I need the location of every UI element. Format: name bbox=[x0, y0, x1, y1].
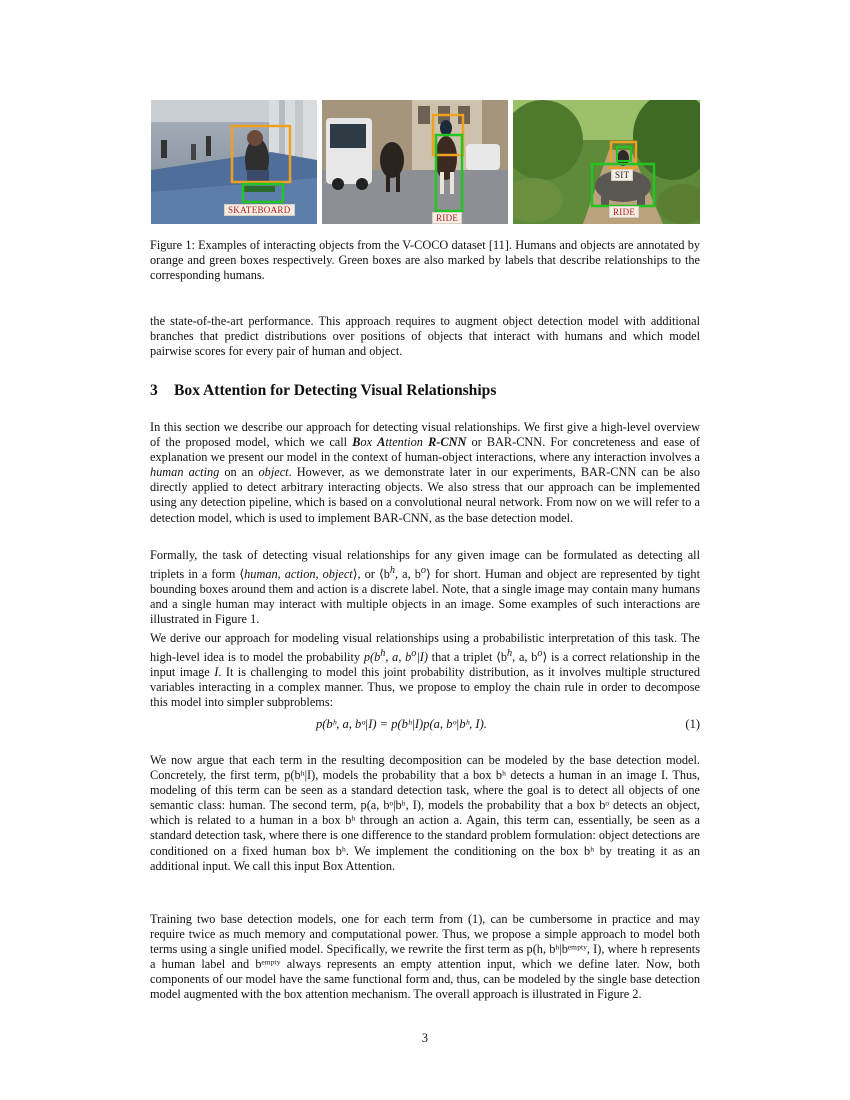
interaction-label: SIT bbox=[611, 169, 633, 181]
figure-image-ride-horse bbox=[322, 100, 508, 224]
text-run: ⟩ is a correct relationship in the input image bbox=[150, 650, 701, 680]
text-run: . It is challenging to model this joint probability distribution, as it involves multiple structured variables interacting in a complex manner. Thus, we propose to employ the chain rule in order to decompose this model into simpler subproblems: bbox=[150, 665, 700, 710]
text-run: that a triplet ⟨b bbox=[427, 650, 508, 665]
figure-caption: Figure 1: Examples of interacting objects from the V-COCO dataset [11]. Humans and objects are annotated by orange and green boxes respectively. Green boxes are also marked by labels that describe relationships to the corresponding humans. bbox=[150, 238, 700, 282]
text-run: p(b bbox=[363, 650, 381, 665]
text-run: ox bbox=[360, 435, 378, 450]
text-run: In this section we describe our approach for detecting visual relationships. We first give a high-level overview of the proposed model, which we call bbox=[150, 420, 700, 450]
equation-number: (1) bbox=[685, 717, 700, 731]
interaction-label: RIDE bbox=[432, 212, 462, 224]
page-number: 3 bbox=[421, 1031, 429, 1045]
text-run: or BAR-CNN. For concreteness and ease of explanation we present our model in the context of human-object interactions, where any interaction involves a bbox=[150, 435, 700, 465]
text-run: human acting bbox=[150, 465, 220, 480]
text-run: object bbox=[258, 465, 289, 480]
equation bbox=[150, 716, 700, 732]
paragraph: We derive our approach for modeling visual relationships using a probabilistic interpretation of this task. The high-level idea is to model the probability $p(b^h$, a, $b^o|I$) that a triplet $⟨b^h$, a, $b^o⟩$ is a correct relationship in the input image I. It is challenging to model this joint probability distribution, as it involves multiple structured variables interacting in a complex manner. Thus, we propose to employ the chain rule in order to decompose this model into simpler subproblems: bbox=[150, 631, 701, 710]
paragraph bbox=[150, 420, 700, 526]
text-run: B bbox=[352, 435, 361, 450]
text-run: ⟩ for short. Human and object are represented by tight bounding boxes around them and action is a discrete label. Note, that a single image may contain many humans and a single human may interact with multiple objects in an image. Some examples of such interactions are illustrated in Figure 1. bbox=[150, 567, 700, 627]
text-run: , a, b bbox=[512, 650, 538, 665]
text-run: on an bbox=[219, 465, 259, 480]
text-run: We derive our approach for modeling visual relationships using a probabilistic interpretation of this task. The high-level idea is to model the probability bbox=[150, 631, 700, 665]
paragraph: the state-of-the-art performance. This approach requires to augment object detection model with additional branches that predict distributions over positions of objects that interact with humans and which model pairwise scores for every pair of human and object. bbox=[150, 314, 700, 359]
section-heading bbox=[150, 381, 700, 401]
text-run: |I) bbox=[416, 650, 428, 665]
text-run: I bbox=[214, 665, 219, 680]
text-run: human, action, object bbox=[244, 567, 353, 582]
figure-image-skateboard bbox=[151, 100, 317, 224]
text-run: ttention bbox=[385, 435, 429, 450]
figure-1 bbox=[151, 100, 700, 224]
paragraph: Training two base detection models, one for each term from (1), can be cumbersome in practice and may require twice as much memory and computational power. Thus, we propose a simple approach to model both terms using a single unified model. Specifically, we rewrite the first term as p(h, bʰ|bᵉᵐᵖᵗʸ, I), where h represents a human label and bᵉᵐᵖᵗʸ always represents an empty attention input, which we define later. Now, both components of our model have the same functional form and, thus, can be modeled by the single base detection model augmented with the box attention mechanism. The overall approach is illustrated in Figure 2. bbox=[150, 912, 700, 1002]
text-run: , a, b bbox=[385, 650, 412, 665]
paragraph: We now argue that each term in the resulting decomposition can be modeled by the base detection model. Concretely, the first term, p(bʰ|I), models the probability that a box bʰ detects a human in an image I. Thus, modeling of this term can be seen as a standard detection task, where the goal is to detect all objects of one semantic class: human. The second term, p(a, bᵒ|bʰ, I), models the probability that a box bᵒ detects an object, which is related to a human in a box bʰ through an action a. Again, this term can, essentially, be seen as a standard detection task, where there is one difference to the standard problem formulation: object detections are conditioned on a fixed human box bʰ. We implement the conditioning on the box bʰ by treating it as an additional input. We call this input Box Attention. bbox=[150, 753, 700, 873]
interaction-label: SKATEBOARD bbox=[224, 204, 295, 216]
text-run: R-CNN bbox=[428, 435, 467, 450]
section-title: Box Attention for Detecting Visual Relationships bbox=[174, 382, 497, 399]
text-run: , a, b bbox=[395, 567, 421, 582]
paragraph: Formally, the task of detecting visual relationships for any given image can be formulated as detecting all triplets in a form ⟨human, action, object⟩, or $⟨b^h$, a, $b^o⟩$ for short. Human and object are represented by tight bounding boxes around them and action is a discrete label. Note, that a single image may contain many humans and a single human may interact with multiple objects in an image. Some examples of such interactions are illustrated in Figure 1. bbox=[150, 548, 700, 627]
text-run: . However, as we demonstrate later in our experiments, BAR-CNN can be also directly applied to detect arbitrary interacting objects. We also stress that our approach can be implemented using any detection pipeline, which is based on a convolutional neural network. From now on we will refer to a detection model, which is used to implement BAR-CNN, as the base detection model. bbox=[150, 465, 700, 525]
text-run: Formally, the task of detecting visual relationships for any given image can be formulated as detecting all triplets in a form ⟨ bbox=[150, 548, 700, 582]
section-number: 3 bbox=[150, 382, 158, 399]
text-run: A bbox=[377, 435, 386, 450]
text-run: ⟩, or ⟨b bbox=[352, 567, 390, 582]
equation-body: p(bʰ, a, bᵒ|I) = p(bʰ|I)p(a, bᵒ|bʰ, I). bbox=[316, 717, 487, 731]
figure-image-elephant bbox=[513, 100, 700, 224]
interaction-label: RIDE bbox=[609, 206, 639, 218]
